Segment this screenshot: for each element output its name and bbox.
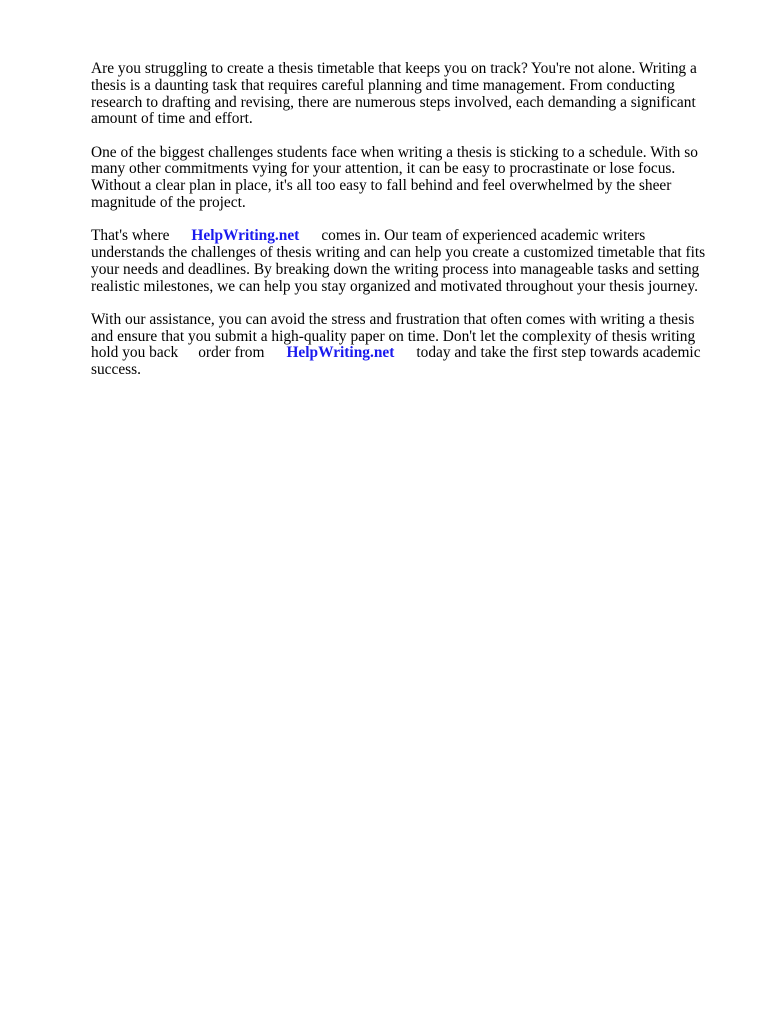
helpwriting-link[interactable]: HelpWriting.net bbox=[191, 227, 300, 245]
helpwriting-link-closing[interactable]: HelpWriting.net bbox=[286, 344, 395, 362]
paragraph-closing bbox=[91, 312, 716, 379]
paragraph-closing-lead: With our assistance, you can avoid the stress and frustration that often comes with writing a thesis and ensure that you submit a high-quality paper on time. Don't let the complexity of thesis writing hold you back bbox=[91, 310, 696, 362]
paragraph-service bbox=[91, 228, 716, 295]
paragraph-closing-order: order from bbox=[198, 344, 265, 362]
paragraph-service-lead: That's where bbox=[91, 227, 170, 245]
paragraph-intro: Are you struggling to create a thesis timetable that keeps you on track? You're not alone. Writing a thesis is a daunting task that requires careful planning and time management. From conducting research to drafting and revising, there are numerous steps involved, each demanding a significant amount of time and effort. bbox=[91, 60, 697, 128]
paragraph-closing-tail: today and take the first step towards academic success. bbox=[91, 344, 701, 379]
paragraph-challenges: One of the biggest challenges students face when writing a thesis is sticking to a schedule. With so many other commitments vying for your attention, it can be easy to procrastinate or lose focus. Without a clear plan in place, it's all too easy to fall behind and feel overwhelmed by the sheer magnitude of the project. bbox=[91, 143, 698, 211]
paragraph-service-body: comes in. Our team of experienced academic writers understands the challenges of thesis writing and can help you create a customized timetable that fits your needs and deadlines. By breaking down the writing process into manageable tasks and setting realistic milestones, we can help you stay organized and motivated throughout your thesis journey. bbox=[91, 227, 706, 295]
document-body bbox=[91, 61, 716, 395]
